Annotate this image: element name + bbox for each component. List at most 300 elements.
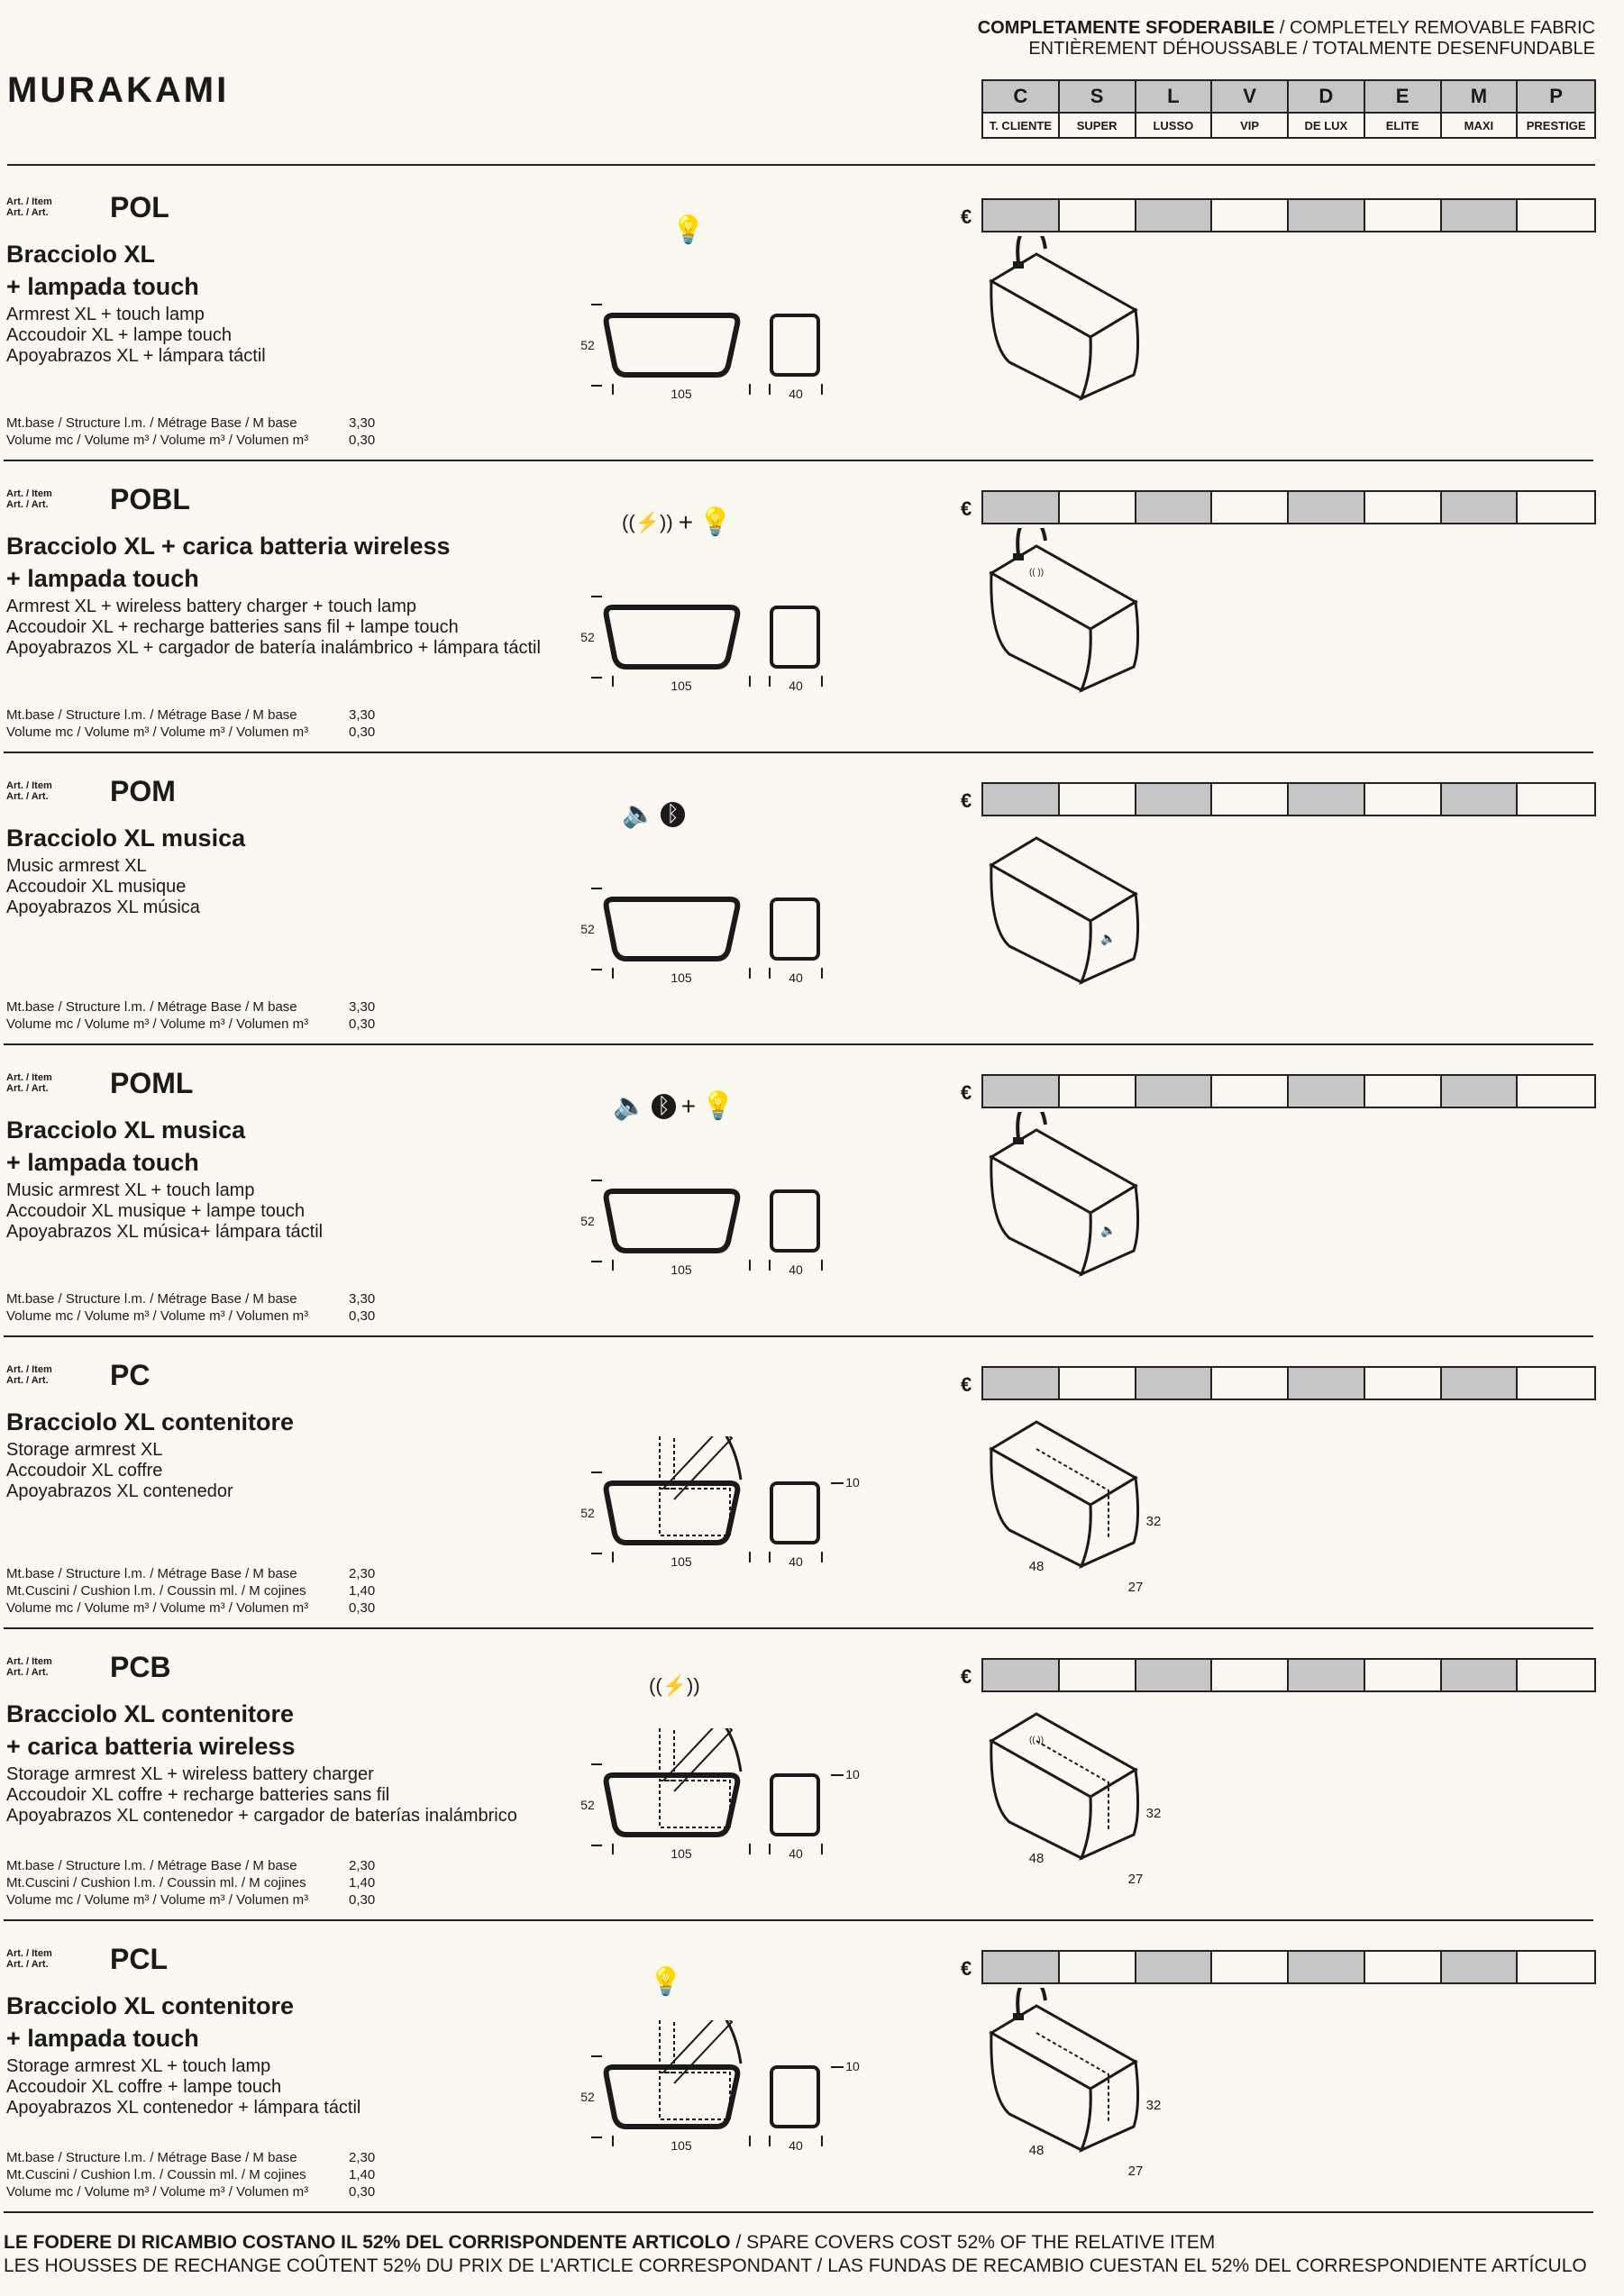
spec-row [6, 1599, 375, 1617]
spec-label: Volume mc / Volume m³ / Volume m³ / Volumen m³ [6, 1016, 309, 1032]
spec-label: Mt.base / Structure l.m. / Métrage Base / M base [6, 1858, 297, 1873]
armrest-front-shape [607, 1483, 738, 1543]
product-row-pcl [0, 1921, 1624, 2213]
price-cell-p [1518, 492, 1594, 523]
spec-row [6, 1582, 375, 1599]
dimension-depth: 40 [789, 2138, 803, 2153]
product-specs [6, 1857, 375, 1909]
dimension-width: 105 [671, 2138, 692, 2153]
speaker-grille: 🔈 [1100, 931, 1117, 945]
price-category-tier: PRESTIGE [1526, 118, 1586, 132]
speaker-grille: 🔈 [1100, 1223, 1117, 1237]
euro-symbol: € [961, 1373, 972, 1396]
dimension-iso-depth: 27 [1127, 2164, 1144, 2179]
isometric-drawing [982, 1696, 1217, 1903]
storage-cavity [660, 1781, 730, 1827]
spec-label: Mt.base / Structure l.m. / Métrage Base / M base [6, 1566, 297, 1581]
product-title: Bracciolo XL contenitore [6, 1408, 295, 1435]
euro-symbol: € [961, 1957, 972, 1980]
spec-label: Mt.base / Structure l.m. / Métrage Base / M base [6, 2150, 297, 2165]
wireless-charger-icon: ((⚡)) [622, 510, 673, 533]
price-category-tier: MAXI [1464, 118, 1494, 132]
product-code: PCB [110, 1651, 171, 1683]
dimension-iso-width: 48 [1028, 1851, 1045, 1866]
product-specs [6, 998, 375, 1033]
art-label [6, 1656, 52, 1678]
price-category-l [1136, 81, 1213, 137]
product-title: Bracciolo XL contenitore + carica batteria wireless [6, 1700, 296, 1760]
price-category-e [1365, 81, 1442, 137]
price-category-c [983, 81, 1060, 137]
price-category-tier: ELITE [1385, 118, 1419, 132]
price-cell-e [1365, 1952, 1442, 1982]
price-cell-d [1289, 1076, 1365, 1107]
footer-line2: LES HOUSSES DE RECHANGE COÛTENT 52% DU PRIX DE L'ARTICLE CORRESPONDANT / LAS FUNDAS DE RECAMBIO CUESTAN EL 52% DEL CORRESPONDIENTE ARTÍCULO [4, 2255, 1587, 2276]
spec-label: Volume mc / Volume m³ / Volume m³ / Volumen m³ [6, 1892, 309, 1908]
price-category-code: M [1442, 81, 1517, 114]
price-cell-v [1212, 1368, 1289, 1399]
speaker-icon: 🔈 [622, 799, 656, 829]
spec-value: 0,30 [349, 1016, 376, 1032]
spec-row [6, 2149, 375, 2166]
price-cell-m [1442, 1660, 1519, 1690]
isometric-drawing [982, 236, 1217, 443]
price-cell-v [1212, 492, 1289, 523]
spec-row [6, 1307, 375, 1325]
price-cell-e [1365, 1368, 1442, 1399]
description-line: Accoudoir XL musique [6, 877, 187, 897]
divider [4, 2211, 1593, 2213]
spec-row [6, 1290, 375, 1307]
armrest-side-shape [771, 607, 818, 667]
dimension-depth: 40 [789, 970, 803, 985]
price-row [981, 198, 1596, 232]
price-row [981, 1658, 1596, 1692]
price-category-v [1212, 81, 1289, 137]
price-cell-v [1212, 784, 1289, 815]
fabric-note-it: COMPLETAMENTE SFODERABILE [977, 18, 1275, 38]
art-label-line2: Art. / Art. [6, 1667, 49, 1678]
price-cell-l [1136, 1660, 1213, 1690]
speaker-icon: 🔈 [613, 1091, 647, 1121]
dimension-depth: 40 [789, 1554, 803, 1569]
armrest-front-shape [607, 899, 738, 959]
product-code: POL [110, 191, 169, 223]
spec-value: 3,30 [349, 1291, 376, 1307]
product-title: Bracciolo XL + carica batteria wireless + lampada touch [6, 533, 451, 592]
footer-line1-bold: LE FODERE DI RICAMBIO COSTANO IL 52% DEL CORRISPONDENTE ARTICOLO [4, 2232, 731, 2253]
product-row-pcb [0, 1629, 1624, 1921]
lamp-icon: 💡 [701, 1091, 735, 1121]
storage-cavity [660, 2073, 730, 2119]
footer-note [4, 2231, 1587, 2278]
price-cell-c [983, 492, 1060, 523]
price-cell-s [1060, 200, 1136, 231]
description-line: Music armrest XL + touch lamp [6, 1180, 255, 1200]
euro-symbol: € [961, 497, 972, 520]
lamp-icon: 💡 [671, 215, 706, 245]
fabric-note-fr-es: ENTIÈREMENT DÉHOUSSABLE / TOTALMENTE DESENFUNDABLE [1028, 39, 1595, 59]
price-cell-p [1518, 1952, 1594, 1982]
spec-label: Mt.Cuscini / Cushion l.m. / Coussin ml. / M cojines [6, 1875, 306, 1891]
plus-sign: + [678, 507, 694, 536]
spec-value: 3,30 [349, 415, 376, 431]
spec-value: 3,30 [349, 999, 376, 1015]
front-view-drawing [577, 269, 865, 449]
footer-line1-rest: / SPARE COVERS COST 52% OF THE RELATIVE ITEM [730, 2232, 1216, 2253]
front-view-drawing [577, 560, 865, 741]
spec-value: 1,40 [349, 1583, 376, 1599]
dimension-iso-height: 32 [1145, 1514, 1162, 1529]
price-category-tier: VIP [1240, 118, 1260, 132]
product-title: Bracciolo XL + lampada touch [6, 241, 199, 300]
product-code: PCL [110, 1943, 168, 1975]
product-description [6, 1764, 517, 1827]
price-cell-s [1060, 784, 1136, 815]
price-row [981, 1950, 1596, 1984]
product-description [6, 597, 541, 659]
dimension-width: 105 [671, 970, 692, 985]
description-line: Apoyabrazos XL + cargador de batería inalámbrico + lámpara táctil [6, 638, 541, 658]
price-cell-m [1442, 492, 1519, 523]
feature-icons [622, 506, 732, 538]
art-label-line1: Art. / Item [6, 196, 52, 207]
price-cell-e [1365, 1660, 1442, 1690]
dimension-width: 105 [671, 1554, 692, 1569]
dimension-depth: 40 [789, 679, 803, 693]
spec-label: Volume mc / Volume m³ / Volume m³ / Volumen m³ [6, 724, 309, 740]
description-line: Accoudoir XL + lampe touch [6, 325, 232, 345]
product-code: PC [110, 1359, 151, 1391]
price-cell-p [1518, 1076, 1594, 1107]
art-label-line2: Art. / Art. [6, 791, 49, 802]
description-line: Storage armrest XL + wireless battery charger [6, 1764, 374, 1784]
price-cell-e [1365, 492, 1442, 523]
art-label [6, 780, 52, 802]
dimension-lid: 10 [845, 2059, 860, 2073]
price-cell-s [1060, 1660, 1136, 1690]
front-view-drawing [577, 1728, 865, 1909]
product-title: Bracciolo XL musica [6, 825, 246, 852]
price-cell-s [1060, 1952, 1136, 1982]
price-cell-e [1365, 200, 1442, 231]
description-line: Apoyabrazos XL música+ lámpara táctil [6, 1222, 324, 1242]
price-cell-p [1518, 784, 1594, 815]
price-category-code: S [1060, 81, 1135, 114]
description-line: Accoudoir XL coffre + lampe touch [6, 2077, 282, 2097]
feature-icons [649, 1966, 682, 1998]
lamp-base [1013, 1137, 1024, 1144]
product-row-pc [0, 1337, 1624, 1629]
price-cell-p [1518, 1368, 1594, 1399]
dimension-height: 52 [580, 338, 595, 352]
spec-value: 2,30 [349, 1858, 376, 1873]
armrest-side-shape [771, 315, 818, 375]
armrest-front-shape [607, 607, 738, 667]
spec-row [6, 1565, 375, 1582]
price-category-code: E [1365, 81, 1440, 114]
price-category-tier: T. CLIENTE [989, 118, 1053, 132]
art-label-line2: Art. / Art. [6, 499, 49, 510]
brand-title: MURAKAMI [7, 70, 230, 110]
lamp-base [1013, 2013, 1024, 2020]
dimension-width: 105 [671, 1846, 692, 1861]
price-category-d [1289, 81, 1365, 137]
spec-row [6, 1016, 375, 1033]
fabric-note-en: / COMPLETELY REMOVABLE FABRIC [1279, 18, 1595, 38]
art-label-line1: Art. / Item [6, 1072, 52, 1083]
dimension-iso-height: 32 [1145, 1806, 1162, 1821]
front-view-drawing [577, 2020, 865, 2200]
product-title: Bracciolo XL contenitore + lampada touch [6, 1992, 295, 2052]
price-cell-e [1365, 1076, 1442, 1107]
art-label [6, 1072, 52, 1094]
dimension-iso-width: 48 [1028, 1559, 1045, 1574]
price-category-m [1442, 81, 1519, 137]
art-label-line1: Art. / Item [6, 1656, 52, 1667]
description-line: Apoyabrazos XL música [6, 897, 200, 917]
spec-label: Volume mc / Volume m³ / Volume m³ / Volumen m³ [6, 2184, 309, 2200]
spec-value: 2,30 [349, 2150, 376, 2165]
price-category-p [1518, 81, 1594, 137]
product-specs [6, 415, 375, 449]
feature-icons [671, 214, 705, 246]
isometric-drawing [982, 528, 1217, 735]
art-label [6, 1364, 52, 1386]
spec-label: Mt.base / Structure l.m. / Métrage Base / M base [6, 707, 297, 723]
isometric-drawing [982, 1988, 1217, 2195]
art-label-line1: Art. / Item [6, 1948, 52, 1959]
spec-label: Volume mc / Volume m³ / Volume m³ / Volumen m³ [6, 1308, 309, 1324]
price-cell-s [1060, 492, 1136, 523]
armrest-side-shape [771, 899, 818, 959]
armrest-side-shape [771, 1483, 818, 1543]
isometric-drawing [982, 820, 1217, 1027]
price-cell-d [1289, 784, 1365, 815]
price-category-tier: SUPER [1076, 118, 1118, 132]
description-line: Armrest XL + wireless battery charger + touch lamp [6, 597, 416, 616]
spec-label: Volume mc / Volume m³ / Volume m³ / Volumen m³ [6, 433, 309, 448]
price-cell-m [1442, 1076, 1519, 1107]
spec-row [6, 724, 375, 741]
description-line: Storage armrest XL + touch lamp [6, 2056, 271, 2076]
art-label [6, 196, 52, 218]
price-cell-p [1518, 1660, 1594, 1690]
price-cell-c [983, 1952, 1060, 1982]
product-description [6, 1440, 233, 1502]
price-cell-d [1289, 1952, 1365, 1982]
feature-icons [613, 1090, 734, 1122]
price-cell-c [983, 1076, 1060, 1107]
price-cell-l [1136, 1368, 1213, 1399]
dimension-depth: 40 [789, 1262, 803, 1277]
description-line: Armrest XL + touch lamp [6, 305, 205, 324]
description-line: Apoyabrazos XL contenedor + cargador de baterías inalámbrico [6, 1806, 517, 1826]
lamp-base [1013, 261, 1024, 269]
spec-value: 0,30 [349, 1308, 376, 1324]
description-line: Accoudoir XL coffre [6, 1461, 163, 1481]
dimension-depth: 40 [789, 1846, 803, 1861]
spec-label: Mt.base / Structure l.m. / Métrage Base / M base [6, 415, 297, 431]
price-cell-v [1212, 1076, 1289, 1107]
product-specs [6, 1290, 375, 1325]
euro-symbol: € [961, 205, 972, 228]
price-category-code: V [1212, 81, 1287, 114]
price-cell-l [1136, 492, 1213, 523]
armrest-front-shape [607, 1775, 738, 1835]
feature-icons [649, 1674, 700, 1698]
description-line: Apoyabrazos XL contenedor + lámpara táctil [6, 2098, 361, 2118]
fabric-note [978, 18, 1595, 59]
product-row-pobl [0, 461, 1624, 753]
price-cell-l [1136, 1076, 1213, 1107]
price-cell-d [1289, 1660, 1365, 1690]
armrest-front-shape [607, 1191, 738, 1251]
spec-value: 0,30 [349, 1600, 376, 1616]
lamp-icon: 💡 [649, 1967, 683, 1997]
price-cell-m [1442, 1368, 1519, 1399]
dimension-iso-depth: 27 [1127, 1580, 1144, 1595]
spec-row [6, 1891, 375, 1909]
price-cell-v [1212, 1952, 1289, 1982]
spec-row [6, 1874, 375, 1891]
price-cell-m [1442, 200, 1519, 231]
product-specs [6, 1565, 375, 1617]
spec-label: Volume mc / Volume m³ / Volume m³ / Volumen m³ [6, 1600, 309, 1616]
price-row [981, 1366, 1596, 1400]
price-row [981, 1074, 1596, 1108]
price-cell-s [1060, 1368, 1136, 1399]
price-category-tier: DE LUX [1304, 118, 1348, 132]
spec-value: 1,40 [349, 2167, 376, 2182]
art-label-line2: Art. / Art. [6, 1375, 49, 1386]
dimension-width: 105 [671, 679, 692, 693]
lamp-icon: 💡 [698, 507, 733, 537]
front-view-drawing [577, 852, 865, 1033]
euro-symbol: € [961, 1081, 972, 1104]
spec-label: Mt.base / Structure l.m. / Métrage Base / M base [6, 999, 297, 1015]
dimension-iso-depth: 27 [1127, 1872, 1144, 1887]
dimension-lid: 10 [845, 1475, 860, 1490]
art-label-line2: Art. / Art. [6, 1083, 49, 1094]
spec-label: Mt.Cuscini / Cushion l.m. / Coussin ml. / M cojines [6, 2167, 306, 2182]
dimension-height: 52 [580, 1214, 595, 1228]
feature-icons [622, 798, 685, 830]
spec-label: Mt.base / Structure l.m. / Métrage Base / M base [6, 1291, 297, 1307]
price-category-code: L [1136, 81, 1211, 114]
price-cell-c [983, 1368, 1060, 1399]
charger-pad: (( )) [1028, 1736, 1045, 1745]
price-cell-c [983, 200, 1060, 231]
armrest-side-shape [771, 1191, 818, 1251]
spec-value: 0,30 [349, 433, 376, 448]
spec-value: 1,40 [349, 1875, 376, 1891]
dimension-height: 52 [580, 1506, 595, 1520]
bluetooth-icon: ᛒ [661, 802, 684, 827]
description-line: Accoudoir XL coffre + recharge batteries sans fil [6, 1785, 390, 1805]
dimension-height: 52 [580, 922, 595, 936]
armrest-front-shape [607, 2067, 738, 2127]
art-label-line1: Art. / Item [6, 488, 52, 499]
price-cell-m [1442, 784, 1519, 815]
isometric-drawing [982, 1404, 1217, 1611]
description-line: Accoudoir XL + recharge batteries sans fil + lampe touch [6, 617, 459, 637]
spec-row [6, 415, 375, 432]
product-title: Bracciolo XL musica + lampada touch [6, 1116, 246, 1176]
spec-value: 2,30 [349, 1566, 376, 1581]
product-specs [6, 706, 375, 741]
description-line: Storage armrest XL [6, 1440, 163, 1460]
art-label-line2: Art. / Art. [6, 207, 49, 218]
price-cell-l [1136, 784, 1213, 815]
price-category-tier: LUSSO [1153, 118, 1194, 132]
art-label-line1: Art. / Item [6, 780, 52, 791]
price-row [981, 490, 1596, 524]
spec-value: 0,30 [349, 2184, 376, 2200]
product-row-poml [0, 1045, 1624, 1337]
storage-cavity [660, 1489, 730, 1535]
plus-sign: + [680, 1091, 697, 1120]
price-cell-d [1289, 200, 1365, 231]
price-cell-l [1136, 200, 1213, 231]
price-cell-p [1518, 200, 1594, 231]
price-row [981, 782, 1596, 816]
price-cell-v [1212, 1660, 1289, 1690]
product-description [6, 2056, 360, 2118]
art-label-line1: Art. / Item [6, 1364, 52, 1375]
spec-row [6, 998, 375, 1016]
front-view-drawing [577, 1144, 865, 1325]
product-code: POM [110, 775, 176, 807]
front-view-drawing [577, 1436, 865, 1617]
description-line: Accoudoir XL musique + lampe touch [6, 1201, 306, 1221]
product-row-pom [0, 753, 1624, 1045]
price-category-code: D [1289, 81, 1364, 114]
dimension-width: 105 [671, 1262, 692, 1277]
dimension-iso-width: 48 [1028, 2143, 1045, 2158]
armrest-front-shape [607, 315, 738, 375]
product-description [6, 856, 200, 918]
spec-row [6, 1857, 375, 1874]
art-label-line2: Art. / Art. [6, 1959, 49, 1970]
spec-label: Mt.Cuscini / Cushion l.m. / Coussin ml. / M cojines [6, 1583, 306, 1599]
charger-pad: (( )) [1028, 568, 1045, 578]
spec-row [6, 2166, 375, 2183]
spec-value: 0,30 [349, 724, 376, 740]
dimension-height: 52 [580, 1798, 595, 1812]
dimension-depth: 40 [789, 387, 803, 401]
description-line: Music armrest XL [6, 856, 147, 876]
euro-symbol: € [961, 1665, 972, 1688]
dimension-width: 105 [671, 387, 692, 401]
price-cell-c [983, 784, 1060, 815]
product-description [6, 1180, 323, 1243]
armrest-side-shape [771, 2067, 818, 2127]
lamp-base [1013, 553, 1024, 560]
spec-value: 0,30 [349, 1892, 376, 1908]
dimension-height: 52 [580, 630, 595, 644]
spec-row [6, 432, 375, 449]
isometric-drawing [982, 1112, 1217, 1319]
price-category-code: P [1518, 81, 1594, 114]
price-category-s [1060, 81, 1136, 137]
divider [7, 164, 1595, 166]
armrest-side-shape [771, 1775, 818, 1835]
product-row-pol [0, 169, 1624, 461]
product-code: POBL [110, 483, 190, 515]
price-category-header [981, 79, 1596, 139]
description-line: Apoyabrazos XL contenedor [6, 1481, 233, 1501]
